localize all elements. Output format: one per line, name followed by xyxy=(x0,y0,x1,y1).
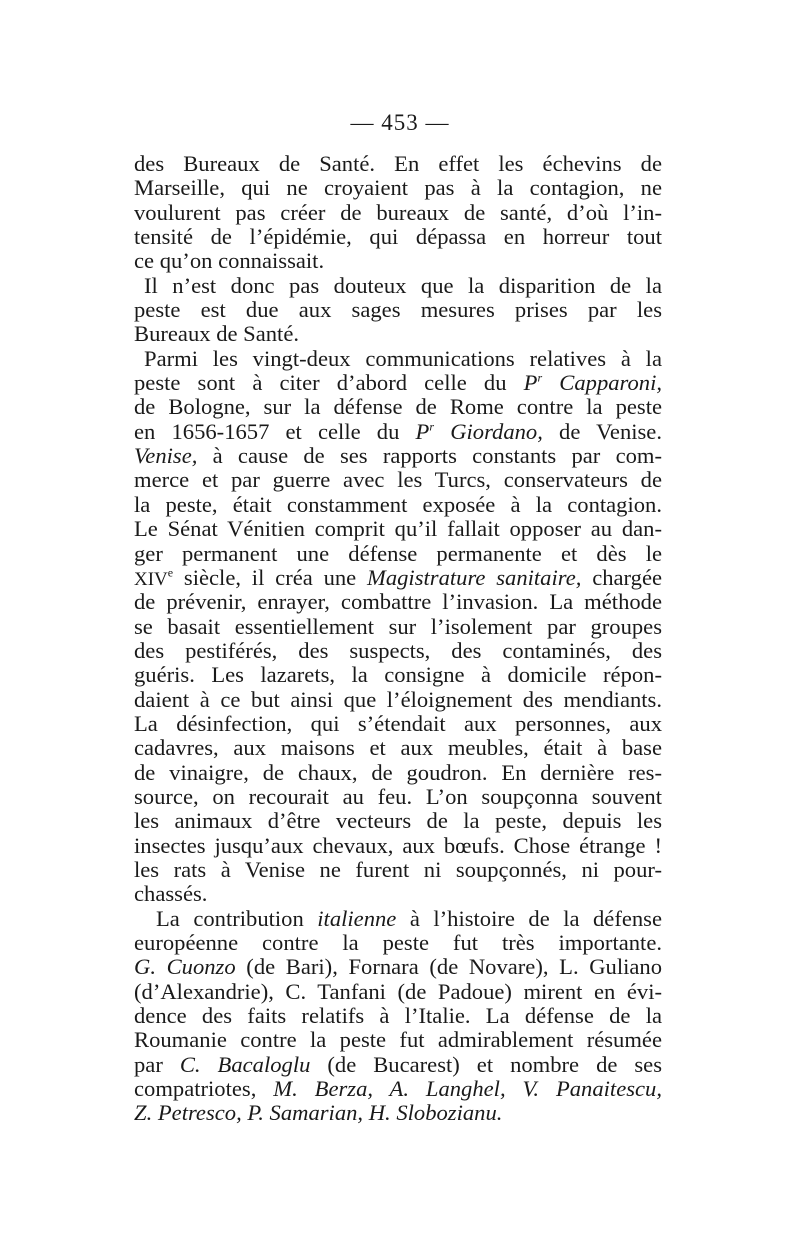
text-line xyxy=(134,1101,662,1125)
text-line: des pestiférés, des suspects, des contaminés, des xyxy=(134,637,662,663)
line-part: compatriotes, xyxy=(134,1076,257,1102)
text-line: ger permanent une défense permanente et dès le xyxy=(134,540,662,566)
text-line: (d’Alexandrie), C. Tanfani (de Padoue) mirent en évi- xyxy=(134,978,662,1004)
text-line: de Bologne, sur la défense de Rome contre la peste xyxy=(134,394,662,420)
text-line: La désinfection, qui s’étendait aux personnes, aux xyxy=(134,710,662,736)
text-line: Parmi les vingt-deux communications relatives à la xyxy=(144,345,662,371)
text-line: européenne contre la peste fut très importante. xyxy=(134,930,662,955)
text-line: peste est due aux sages mesures prises par les xyxy=(134,297,662,323)
line-part: en 1656-1657 et celle du xyxy=(134,418,400,444)
text-line: voulurent pas créer de bureaux de santé, d’où l’in- xyxy=(134,199,662,225)
text-line: de prévenir, enrayer, combattre l’invasion. La méthode xyxy=(134,589,662,615)
text-line: des Bureaux de Santé. En effet les échevins de xyxy=(134,151,662,176)
text-line: merce et par guerre avec les Turcs, conservateurs de xyxy=(134,467,662,493)
text-line: ce qu’on connaissait. xyxy=(134,248,325,274)
text-line: de vinaigre, de chaux, de goudron. En dernière res- xyxy=(134,759,662,785)
text-line xyxy=(134,907,662,931)
line-part: de Venise. xyxy=(559,418,662,444)
text-line: guéris. Les lazarets, la consigne à domicile répon- xyxy=(134,662,662,688)
text-line xyxy=(134,955,662,979)
line-part: à cause de ses rapports constants par com- xyxy=(212,443,662,469)
text-line xyxy=(134,444,662,468)
text-line: la peste, était constamment exposée à la contagion. xyxy=(134,491,662,517)
author-pr: $P^r$ xyxy=(415,418,435,444)
line-part: (de Bucarest) et nombre de ses xyxy=(327,1051,662,1077)
text-line: les animaux d’être vecteurs de la peste, depuis les xyxy=(134,808,662,834)
line-part: peste sont à citer d’abord celle du xyxy=(134,370,507,396)
text-line: Le Sénat Vénitien comprit qu’il fallait opposer au dan- xyxy=(134,516,662,542)
author-name: G. Cuonzo xyxy=(134,954,236,980)
line-part: siècle, il créa une xyxy=(183,564,357,590)
text-line: se basait essentiellement sur l’isolement par groupes xyxy=(134,613,662,639)
text-line: daient à ce but ainsi que l’éloignement des mendiants. xyxy=(134,686,662,712)
text-line: Il n’est donc pas douteux que la disparition de la xyxy=(144,272,662,298)
line-part: à l’histoire de la défense xyxy=(409,905,663,931)
institution-name: Magistrature sanitaire, xyxy=(367,564,582,590)
text-line xyxy=(134,420,662,444)
body-text xyxy=(134,152,662,1126)
text-line xyxy=(134,1053,662,1077)
text-line: Marseille, qui ne croyaient pas à la contagion, ne xyxy=(134,175,662,201)
author-pr: $P^r$ xyxy=(523,370,543,396)
line-part: par xyxy=(134,1051,163,1077)
place-name: Venise, xyxy=(134,443,198,469)
text-line: source, on recourait au feu. L’on soupçonna souvent xyxy=(134,783,662,809)
text-line: chassés. xyxy=(134,881,208,907)
century: XIVe xyxy=(134,565,174,590)
text-line xyxy=(134,371,662,395)
text-line: insectes jusqu’aux chevaux, aux bœufs. Chose étrange ! xyxy=(134,832,662,858)
author-names: Z. Petresco, P. Samarian, H. Slobozianu. xyxy=(134,1100,503,1126)
line-part: La contribution xyxy=(156,905,304,931)
text-line xyxy=(134,1077,662,1101)
page-number: — 453 — xyxy=(350,110,450,135)
author-name: C. Bacaloglu xyxy=(179,1051,311,1077)
text-line: tensité de l’épidémie, qui dépassa en horreur tout xyxy=(134,224,662,250)
emphasis: italienne xyxy=(317,905,397,931)
line-part: chargée xyxy=(592,564,663,590)
text-line xyxy=(134,566,662,590)
author-name: Capparoni, xyxy=(559,370,663,396)
text-line: les rats à Venise ne furent ni soupçonnés, ni pour- xyxy=(134,856,662,882)
text-line: cadavres, aux maisons et aux meubles, était à base xyxy=(134,735,662,761)
text-line: dence des faits relatifs à l’Italie. La défense de la xyxy=(134,1003,662,1029)
text-line: Roumanie contre la peste fut admirablement résumée xyxy=(134,1027,662,1053)
text-line: Bureaux de Santé. xyxy=(134,321,300,347)
author-names: M. Berza, A. Langhel, V. Panaitescu, xyxy=(273,1076,662,1102)
author-name: Giordano, xyxy=(450,418,543,444)
line-part: (de Bari), Fornara (de Novare), L. Guliano xyxy=(246,954,663,980)
